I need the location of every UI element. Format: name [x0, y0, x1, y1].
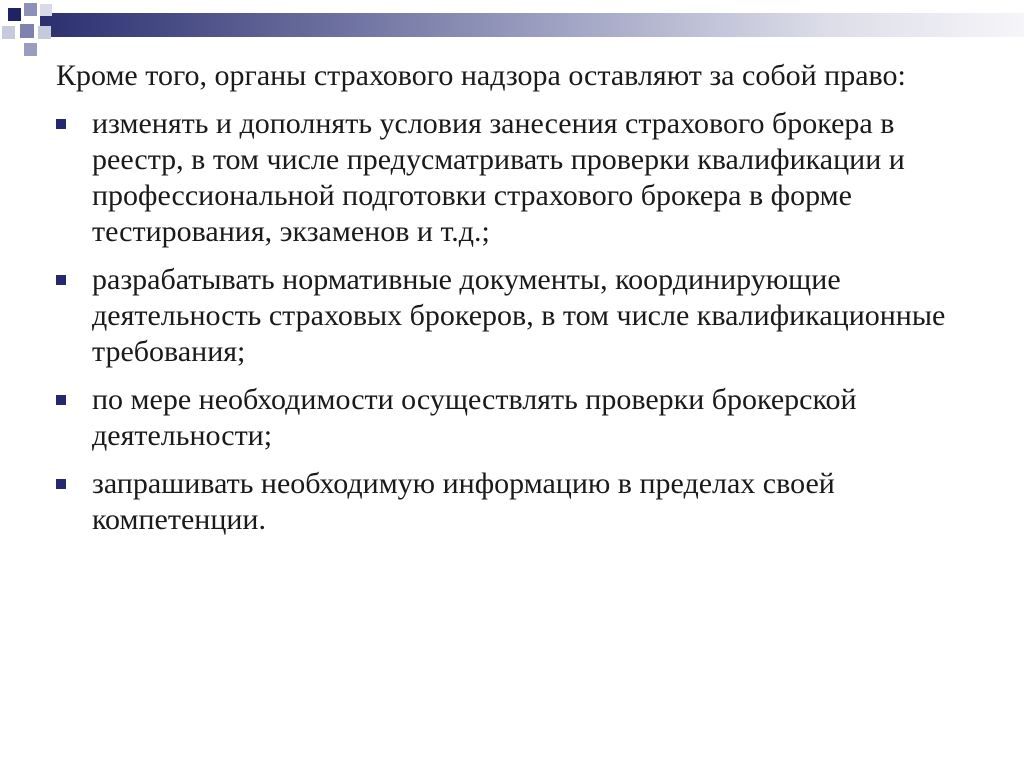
decorative-square [8, 8, 21, 21]
square-bullet-icon [56, 119, 66, 129]
slide-body [56, 58, 976, 550]
header-decoration-bar [40, 13, 1024, 37]
decorative-square [38, 26, 51, 39]
square-bullet-icon [56, 275, 66, 285]
square-bullet-icon [56, 395, 66, 405]
list-item [56, 466, 976, 538]
square-bullet-icon [56, 479, 66, 489]
list-item-text: разрабатывать нормативные документы, координирующие деятельность страховых брокеров, в том числе квалификационные требования; [92, 263, 946, 368]
decorative-square [40, 4, 52, 16]
bullet-list [56, 106, 976, 538]
list-item [56, 106, 976, 250]
list-item [56, 382, 976, 454]
decorative-square [20, 24, 34, 38]
decorative-square [2, 26, 15, 39]
list-item [56, 262, 976, 370]
list-item-text: по мере необходимости осуществлять проверки брокерской деятельности; [92, 383, 857, 452]
list-item-text: изменять и дополнять условия занесения страхового брокера в реестр, в том числе предусматривать проверки квалификации и профессиональной подготовки страхового брокера в форме тестирования, экзаменов и т.д.; [92, 107, 905, 248]
intro-paragraph: Кроме того, органы страхового надзора оставляют за собой право: [56, 59, 906, 92]
decorative-square [24, 43, 37, 56]
list-item-text: запрашивать необходимую информацию в пределах своей компетенции. [92, 467, 835, 536]
decorative-square [24, 3, 37, 16]
